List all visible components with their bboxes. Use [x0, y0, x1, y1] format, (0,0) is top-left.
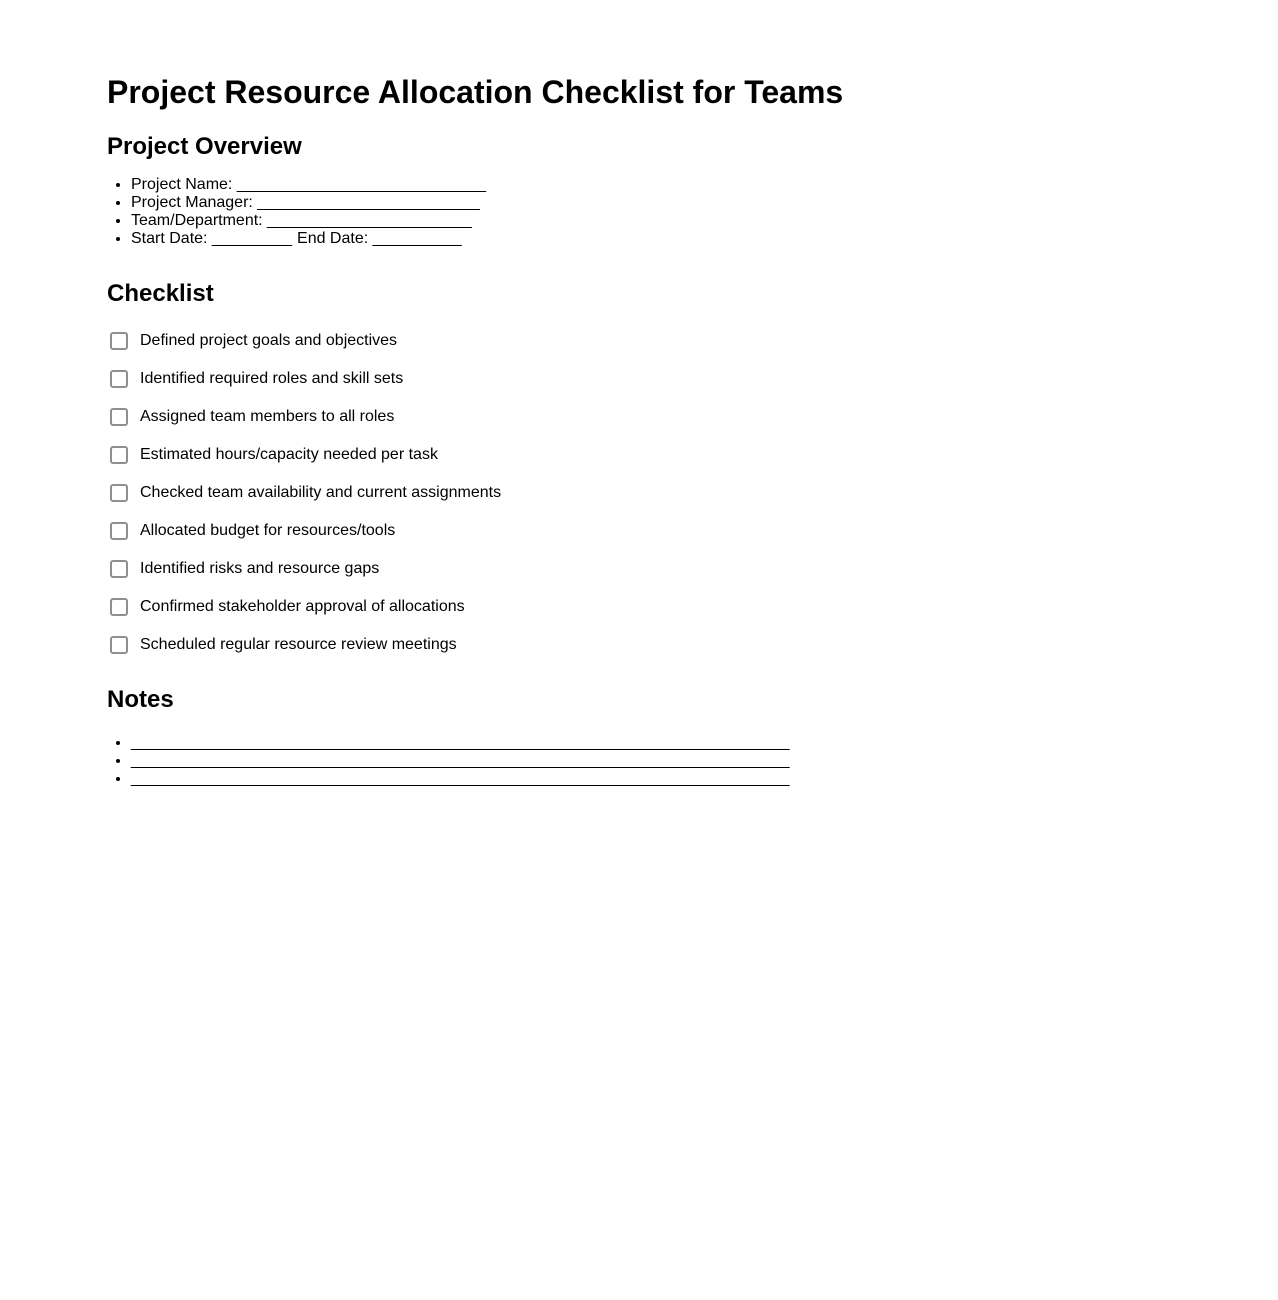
- overview-item-team-department: [131, 212, 1198, 230]
- checklist-item-label: Estimated hours/capacity needed per task: [140, 445, 438, 463]
- checklist-item-label: Allocated budget for resources/tools: [140, 521, 396, 539]
- checklist-row: [107, 332, 1198, 350]
- fill-in-blank: _______________________: [262, 212, 472, 230]
- checklist-row: [107, 446, 1198, 464]
- checklist-row: [107, 598, 1198, 616]
- notes-heading: Notes: [107, 686, 174, 714]
- field-label: End Date:: [297, 230, 369, 248]
- fill-in-blank: __________________________________________________________________________: [131, 733, 790, 751]
- field-label: Project Manager:: [131, 194, 253, 212]
- checklist-row: [107, 560, 1198, 578]
- checkbox-unchecked-icon[interactable]: [110, 598, 128, 616]
- fill-in-blank: _________: [207, 230, 293, 248]
- checkbox-unchecked-icon[interactable]: [110, 408, 128, 426]
- checkbox-unchecked-icon[interactable]: [110, 446, 128, 464]
- overview-item-project-name: [131, 176, 1198, 194]
- field-label: Start Date:: [131, 230, 208, 248]
- checklist: [107, 332, 1198, 654]
- checklist-row: [107, 408, 1198, 426]
- checkbox-unchecked-icon[interactable]: [110, 484, 128, 502]
- overview-item-dates: [131, 230, 1198, 248]
- checklist-item-label: Checked team availability and current assignments: [140, 483, 502, 501]
- field-label: Project Name:: [131, 176, 233, 194]
- checklist-row: [107, 522, 1198, 540]
- checkbox-unchecked-icon[interactable]: [110, 636, 128, 654]
- checklist-item-label: Confirmed stakeholder approval of allocations: [140, 597, 465, 615]
- notes-line: [131, 770, 1198, 788]
- fill-in-blank: _________________________: [252, 194, 480, 212]
- checklist-item-label: Assigned team members to all roles: [140, 407, 395, 425]
- overview-list: [107, 176, 1198, 248]
- checklist-item-label: Defined project goals and objectives: [140, 331, 398, 349]
- checkbox-unchecked-icon[interactable]: [110, 560, 128, 578]
- fill-in-blank: ____________________________: [232, 176, 486, 194]
- notes-line: [131, 752, 1198, 770]
- field-label: Team/Department:: [131, 212, 263, 230]
- checkbox-unchecked-icon[interactable]: [110, 332, 128, 350]
- notes-line: [131, 734, 1198, 752]
- fill-in-blank: __________________________________________________________________________: [131, 769, 790, 787]
- checkbox-unchecked-icon[interactable]: [110, 370, 128, 388]
- overview-item-project-manager: [131, 194, 1198, 212]
- checklist-heading: Checklist: [107, 280, 214, 308]
- checklist-item-label: Identified required roles and skill sets: [140, 369, 404, 387]
- checklist-row: [107, 370, 1198, 388]
- checklist-row: [107, 484, 1198, 502]
- notes-list: [107, 734, 1198, 788]
- overview-heading: Project Overview: [107, 132, 302, 160]
- checklist-row: [107, 636, 1198, 654]
- checklist-item-label: Identified risks and resource gaps: [140, 559, 380, 577]
- fill-in-blank: __________________________________________________________________________: [131, 751, 790, 769]
- checklist-item-label: Scheduled regular resource review meetings: [140, 635, 457, 653]
- page-title: Project Resource Allocation Checklist for Teams: [107, 74, 844, 110]
- fill-in-blank: __________: [368, 230, 462, 248]
- checkbox-unchecked-icon[interactable]: [110, 522, 128, 540]
